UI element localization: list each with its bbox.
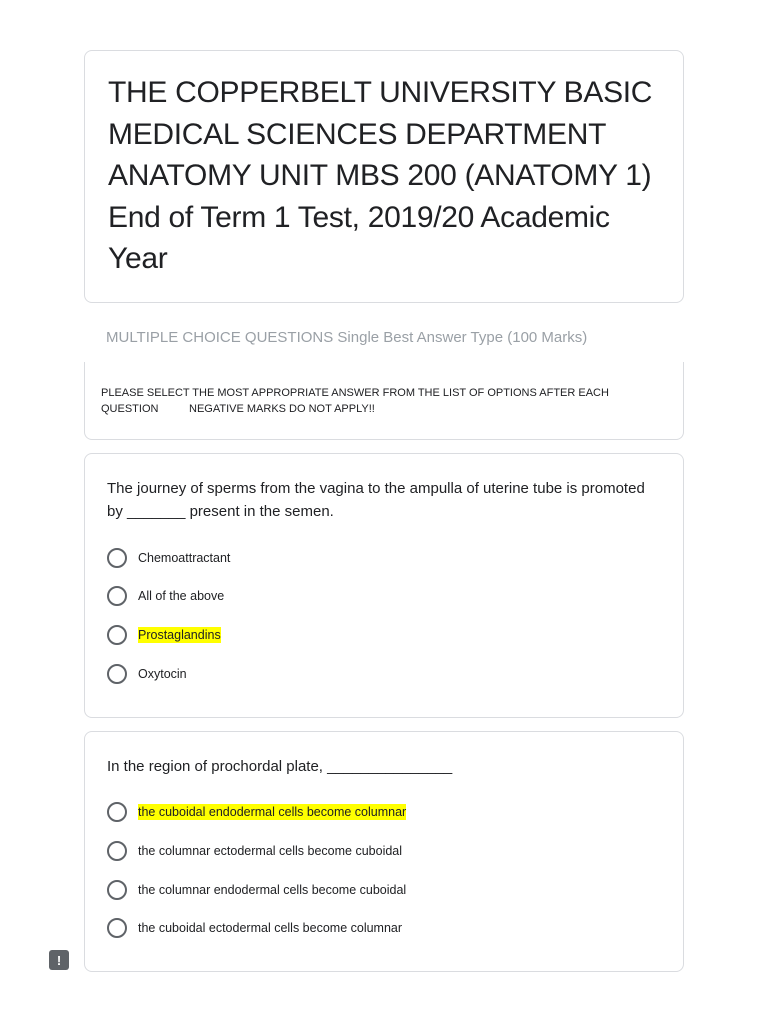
radio-button[interactable] [107,664,127,684]
form-title: THE COPPERBELT UNIVERSITY BASIC MEDICAL SCIENCES DEPARTMENT ANATOMY UNIT MBS 200 (ANATOMY 1) End of Term 1 Test, 2019/20 Academic Year [108,76,653,275]
option-label: the columnar ectodermal cells become cuboidal [138,844,403,858]
instructions-line-2: QUESTION NEGATIVE MARKS DO NOT APPLY!! [101,403,375,415]
radio-option-cuboidal-ectodermal[interactable] [107,917,402,939]
instructions-line-1: PLEASE SELECT THE MOST APPROPRIATE ANSWER FROM THE LIST OF OPTIONS AFTER EACH [101,387,609,399]
section-subtitle: MULTIPLE CHOICE QUESTIONS Single Best Answer Type (100 Marks) [106,329,588,346]
report-icon[interactable]: ! [49,950,69,970]
option-label: Oxytocin [138,667,187,681]
radio-button[interactable] [107,625,127,645]
radio-button[interactable] [107,880,127,900]
radio-button[interactable] [107,802,127,822]
form-title-card [84,50,684,303]
option-label: the cuboidal ectodermal cells become columnar [138,921,403,935]
radio-option-cuboidal-endodermal[interactable] [107,801,406,823]
question-card-1 [84,453,684,718]
radio-option-columnar-ectodermal[interactable] [107,840,402,862]
radio-button[interactable] [107,918,127,938]
question-text: In the region of prochordal plate, _______________ [107,758,453,775]
option-label: the columnar endodermal cells become cuboidal [138,883,407,897]
instructions-text [101,385,661,417]
radio-option-oxytocin[interactable] [107,663,187,685]
instructions-card [84,362,684,440]
radio-option-chemoattractant[interactable] [107,547,230,569]
radio-button[interactable] [107,548,127,568]
radio-option-columnar-endodermal[interactable] [107,879,406,901]
option-label-highlighted: the cuboidal endodermal cells become columnar [138,805,407,819]
question-text: The journey of sperms from the vagina to the ampulla of uterine tube is promoted by _______ present in the semen. [107,480,645,520]
option-label: All of the above [138,589,225,603]
radio-option-all-of-the-above[interactable] [107,585,224,607]
option-label: Chemoattractant [138,551,231,565]
radio-button[interactable] [107,586,127,606]
question-card-2 [84,731,684,972]
radio-option-prostaglandins[interactable] [107,624,221,646]
radio-button[interactable] [107,841,127,861]
option-label-highlighted: Prostaglandins [138,628,221,642]
